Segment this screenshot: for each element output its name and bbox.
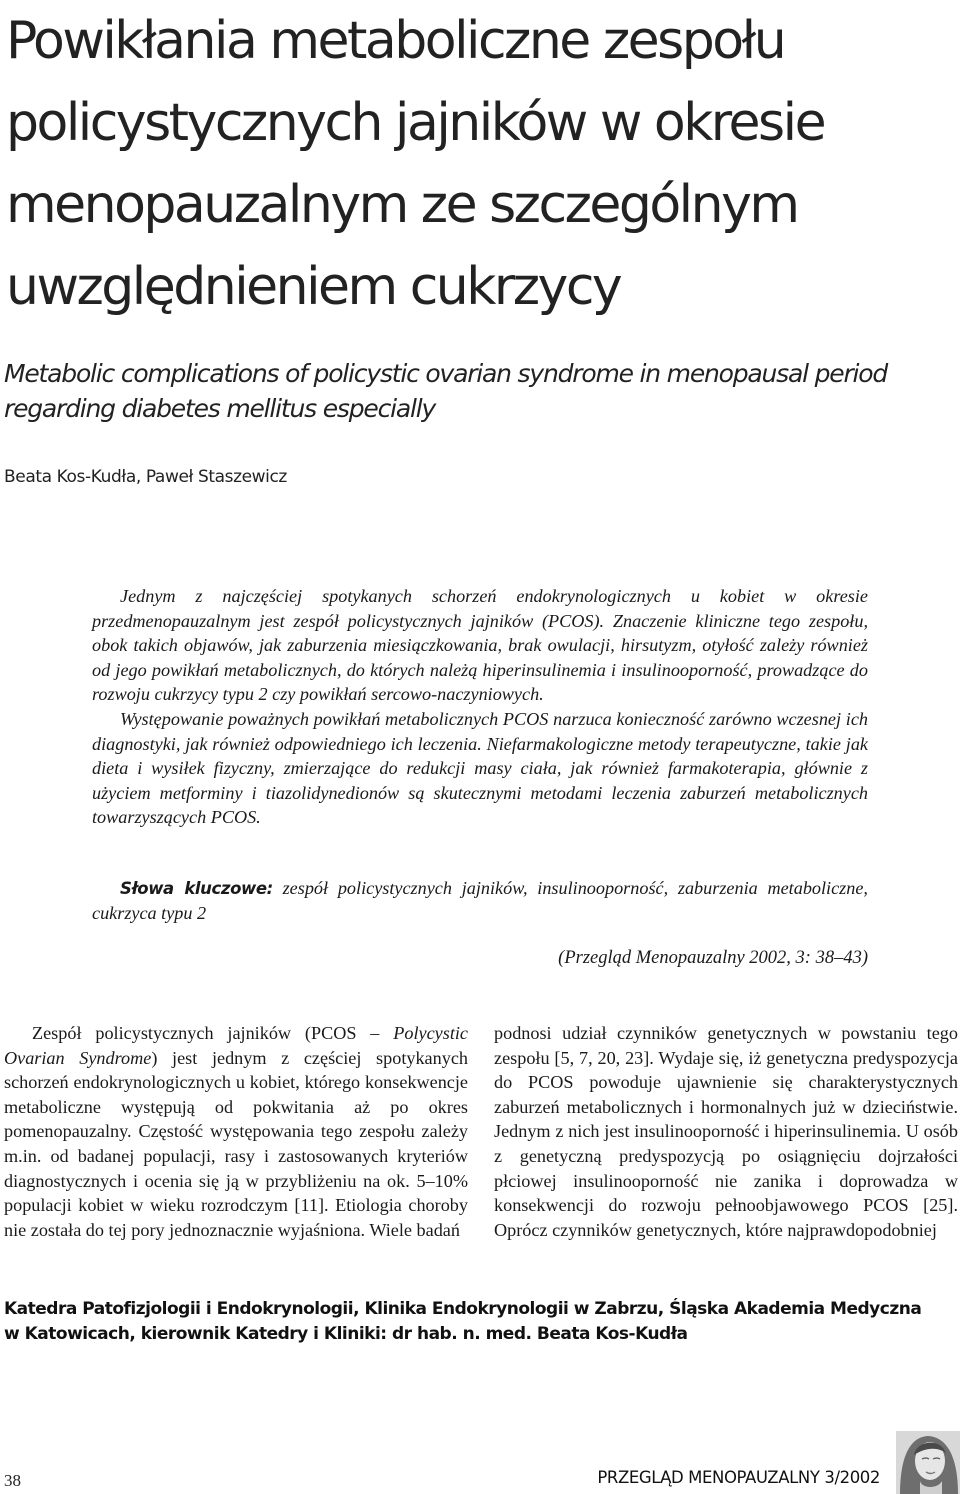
title-line: uwzględnieniem cukrzycy xyxy=(6,257,621,317)
body-text: Zespół policystycznych jajników (PCOS – xyxy=(32,1023,394,1043)
abstract xyxy=(92,584,868,830)
keywords-label: Słowa kluczowe: xyxy=(120,879,273,898)
page-number: 38 xyxy=(4,1471,21,1490)
affiliation-line: Katedra Patofizjologii i Endokrynologii, Klinika Endokrynologii w Zabrzu, Śląska Akademia Medyczna xyxy=(4,1299,922,1319)
abstract-paragraph: Występowanie poważnych powikłań metabolicznych PCOS narzuca konieczność zarówno wczesnej ich diagnostyki, jak również odpowiedniego ich leczenia. Niefarmakologiczne metody terapeutyczne, takie jak dieta i wysiłek fizyczny, zmierzające do redukcji masy ciała, jak również farmakoterapia, głównie z użyciem metforminy i tiazolidynedionów są skutecznymi metodami leczenia zaburzeń metabolicznych towarzyszących PCOS. xyxy=(92,708,868,828)
title-line: menopauzalnym ze szczególnym xyxy=(6,175,798,235)
title-line: Powikłania metaboliczne zespołu xyxy=(6,11,785,71)
body-text-italic: Polycystic Ovarian Syndrome xyxy=(4,1023,468,1068)
authors: Beata Kos-Kudła, Paweł Staszewicz xyxy=(4,467,287,487)
subtitle-line: Metabolic complications of policystic ovarian syndrome in menopausal period xyxy=(4,359,888,388)
affiliation xyxy=(4,1297,960,1347)
body-paragraph xyxy=(4,1021,468,1242)
keywords xyxy=(92,876,868,926)
abstract-paragraph: Jednym z najczęściej spotykanych schorzeń endokrynologicznych u kobiet w okresie przedmenopauzalnym jest zespół policystycznych jajników (PCOS). Znaczenie kliniczne tego zespołu, obok takich objawów, jak zaburzenia miesiączkowania, brak owulacji, hirsutyzm, otyłość zależy również od jego powikłań metabolicznych, do których należą hiperinsulinemia i insulinooporność, prowadzące do rozwoju cukrzycy typu 2 czy powikłań sercowo-naczyniowych. xyxy=(92,586,868,705)
body-paragraph: podnosi udział czynników genetycznych w powstaniu tego zespołu [5, 7, 20, 23]. Wydaje się, iż genetyczna predyspozycja do PCOS powoduje ujawnienie się charakterystycznych zaburzeń metabolicznych i hormonalnych już w dzieciństwie. Jednym z nich jest insulinooporność i hiperinsulinemia. U osób z genetyczną predyspozycją po osiągnięciu dojrzałości płciowej insulinooporność nie zanika i doprowadza w konsekwencji do rozwoju pełnoobjawowego PCOS [25]. Oprócz czynników genetycznych, które najprawdopodobniej xyxy=(494,1023,958,1240)
citation: (Przegląd Menopauzalny 2002, 3: 38–43) xyxy=(558,948,868,968)
title-line: policystycznych jajników w okresie xyxy=(6,93,825,153)
subtitle-line: regarding diabetes mellitus especially xyxy=(4,394,436,423)
english-title xyxy=(4,356,934,426)
affiliation-line: w Katowicach, kierownik Katedry i Kliniki: dr hab. n. med. Beata Kos-Kudła xyxy=(4,1324,688,1344)
journal-name: PRZEGLĄD MENOPAUZALNY 3/2002 xyxy=(597,1468,880,1487)
body-text: ) jest jednym z częściej spotykanych schorzeń endokrynologicznych u kobiet, którego konsekwencje metaboliczne występują od pokwitania aż po okres pomenopauzalny. Częstość występowania tego zespołu zależy m.in. od badanej populacji, rasy i zastosowanych kryteriów diagnostycznych i ocenia się ją w przybliżeniu na ok. 5–10% populacji kobiet w wieku rozrodczym [11]. Etiologia choroby nie została do tej pory jednoznacznie wyjaśniona. Wiele badań xyxy=(4,1047,468,1240)
woman-portrait-icon xyxy=(896,1431,960,1494)
body-column-right xyxy=(494,1021,958,1242)
body-column-left xyxy=(4,1021,468,1242)
article-title xyxy=(6,0,956,328)
keywords-text: zespół policystycznych jajników, insulinooporność, zaburzenia metaboliczne, cukrzyca typu 2 xyxy=(92,878,868,923)
